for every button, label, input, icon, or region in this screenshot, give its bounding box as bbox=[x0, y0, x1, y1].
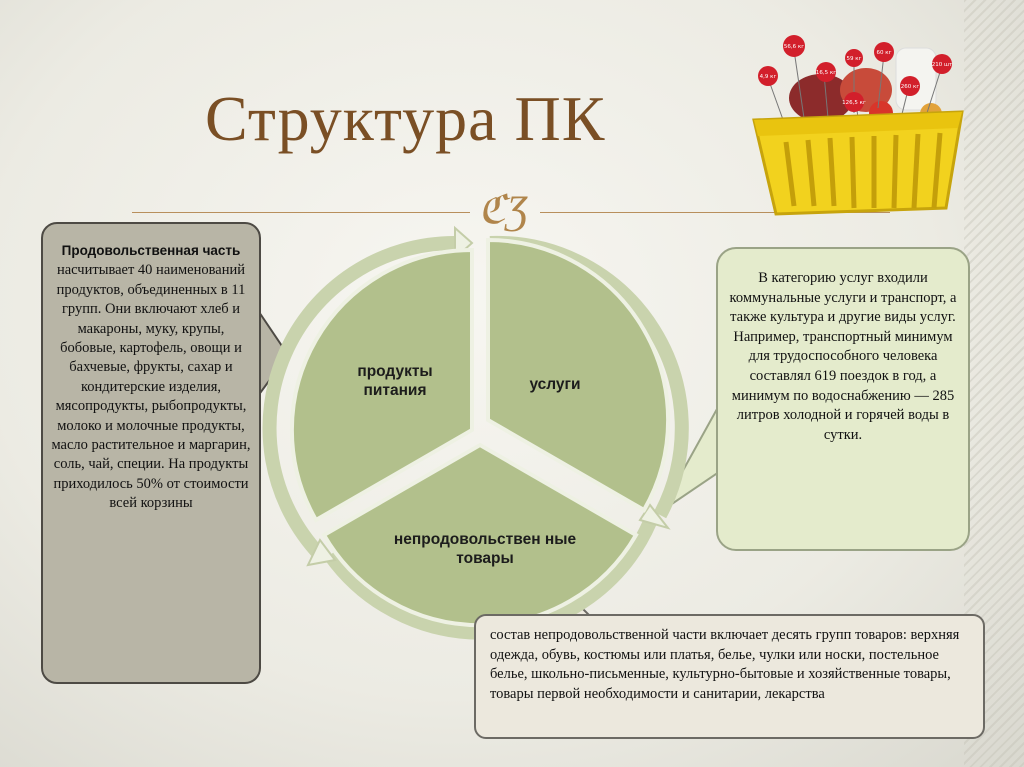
segment-label-nonfood: непродовольствен ные товары bbox=[393, 531, 577, 567]
svg-text:60 кг: 60 кг bbox=[876, 50, 892, 56]
ornament: ℭƷ bbox=[478, 187, 528, 232]
svg-text:210 шт: 210 шт bbox=[931, 62, 953, 68]
callout-food-bold: Продовольственная часть bbox=[61, 243, 241, 258]
callout-services: В категорию услуг входили коммунальные услуги и транспорт, а также культура и другие виды услуг. Например, транспортный минимум для трудоспособного человека составлял 619 поездок в год, а минимум по водоснабжению — 285 литров холодной и горячей воды в сутки. bbox=[716, 247, 970, 551]
segment-label-food: продукты питания bbox=[357, 363, 433, 399]
callout-nonfood: состав непродовольственной части включает десять групп товаров: верхняя одежда, обувь, костюмы или платья, белье, чулки или носки, постельное белье, школьно-письменные, культурно-бытовые и хозяйственные товары, товары первой необходимости и санитарии, лекарства bbox=[474, 614, 985, 739]
svg-text:260 кг: 260 кг bbox=[900, 84, 920, 90]
callout-food-text: насчитывает 40 наименований продуктов, объединенных в 11 групп. Они включают хлеб и макароны, муку, крупы, бобовые, картофель, овощи и бахчевые, фрукты, сахар и кондитерские изделия, мясопродукты, рыбопродукты, молоко и молочные продукты, масло растительное и маргарин, соль, чай, специи. На продукты приходилось 50% от стоимости всей корзины bbox=[51, 262, 251, 512]
svg-text:56,6 кг: 56,6 кг bbox=[783, 44, 805, 50]
svg-text:126,5 кг: 126,5 кг bbox=[842, 100, 866, 106]
slide-title: Структура ПК bbox=[205, 83, 606, 154]
svg-text:59 кг: 59 кг bbox=[846, 56, 862, 62]
callout-food bbox=[41, 222, 261, 684]
segment-label-services: услуги bbox=[529, 376, 581, 393]
svg-text:16,5 кг: 16,5 кг bbox=[815, 70, 837, 76]
svg-text:4,9 кг: 4,9 кг bbox=[759, 74, 777, 80]
